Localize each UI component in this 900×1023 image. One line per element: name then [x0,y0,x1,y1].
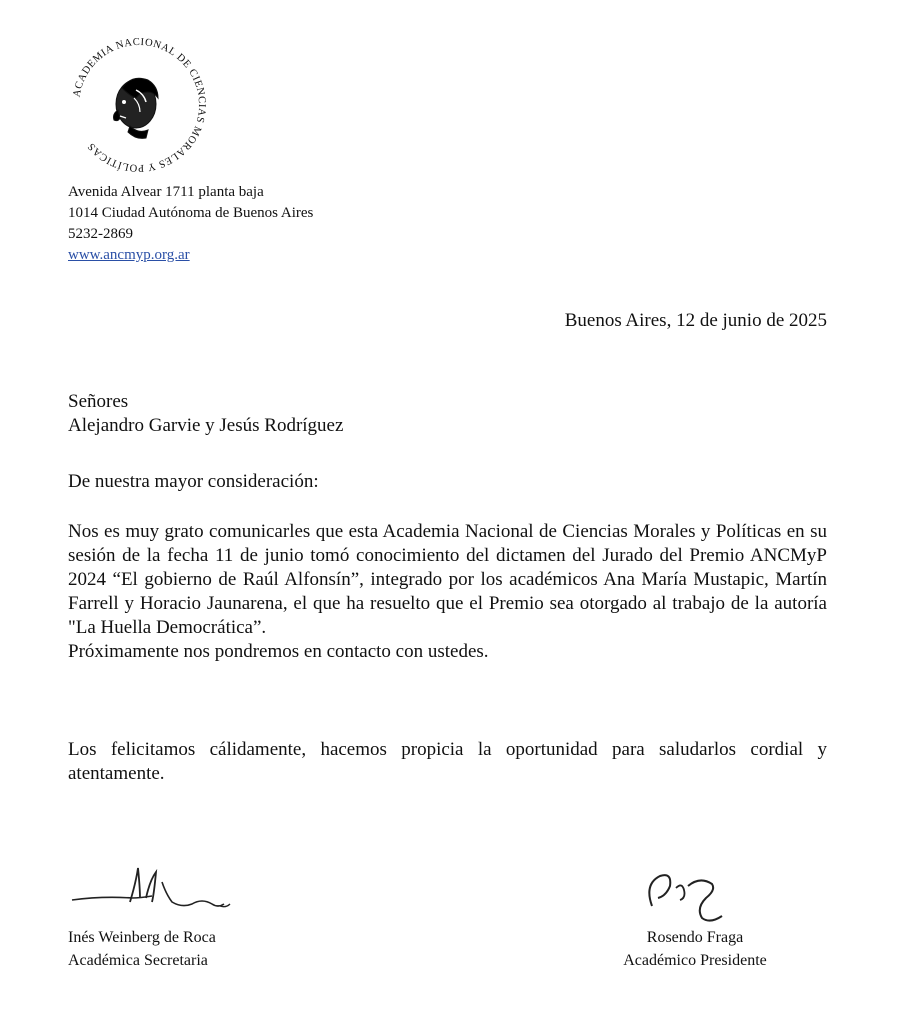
address-block [68,182,313,266]
signatory-secretary [68,926,216,972]
followup-text: Próximamente nos pondremos en contacto con ustedes. [68,641,489,662]
signatory-president [560,926,830,972]
signatory-role: Académico Presidente [623,952,767,969]
address-line-2: 1014 Ciudad Autónoma de Buenos Aires [68,205,314,221]
profile-head-icon [114,78,159,138]
handwritten-signature-president [630,858,755,928]
academy-seal-logo [64,30,214,180]
salutation: De nuestra mayor consideración: [68,471,319,492]
signatory-name: Inés Weinberg de Roca [68,929,216,946]
svg-text:ACADEMIA NACIONAL DE CIENCIAS: ACADEMIA NACIONAL DE CIENCIAS MORALES Y POLÍTICAS [71,36,208,174]
website-link[interactable]: www.ancmyp.org.ar [68,247,190,263]
closing-paragraph: Los felicitamos cálidamente, hacemos propicia la oportunidad para saludarlos cordial y atentamente. [68,739,827,784]
announcement-text: Nos es muy grato comunicarles que esta Academia Nacional de Ciencias Morales y Políticas en su sesión de la fecha 11 de junio tomó conocimiento del dictamen del Jurado del Premio ANCMyP 2024 “El gobierno de Raúl Alfonsín”, integrado por los académicos Ana María Mustapic, Martín Farrell y Horacio Jaunarena, el que ha resuelto que el Premio sea otorgado al trabajo de la autoría "La Huella Democrática”. [68,521,827,638]
signatory-name: Rosendo Fraga [646,929,744,946]
handwritten-signature-secretary [70,862,245,926]
recipient-names: Alejandro Garvie y Jesús Rodríguez [68,415,344,436]
signatory-role: Académica Secretaria [68,952,208,969]
recipient-block [68,390,827,438]
recipient-title: Señores [68,391,129,412]
phone-number: 5232-2869 [68,226,133,242]
address-line-1: Avenida Alvear 1711 planta baja [68,184,264,200]
body-paragraph-1 [68,520,827,664]
letter-date: Buenos Aires, 12 de junio de 2025 [564,310,827,331]
